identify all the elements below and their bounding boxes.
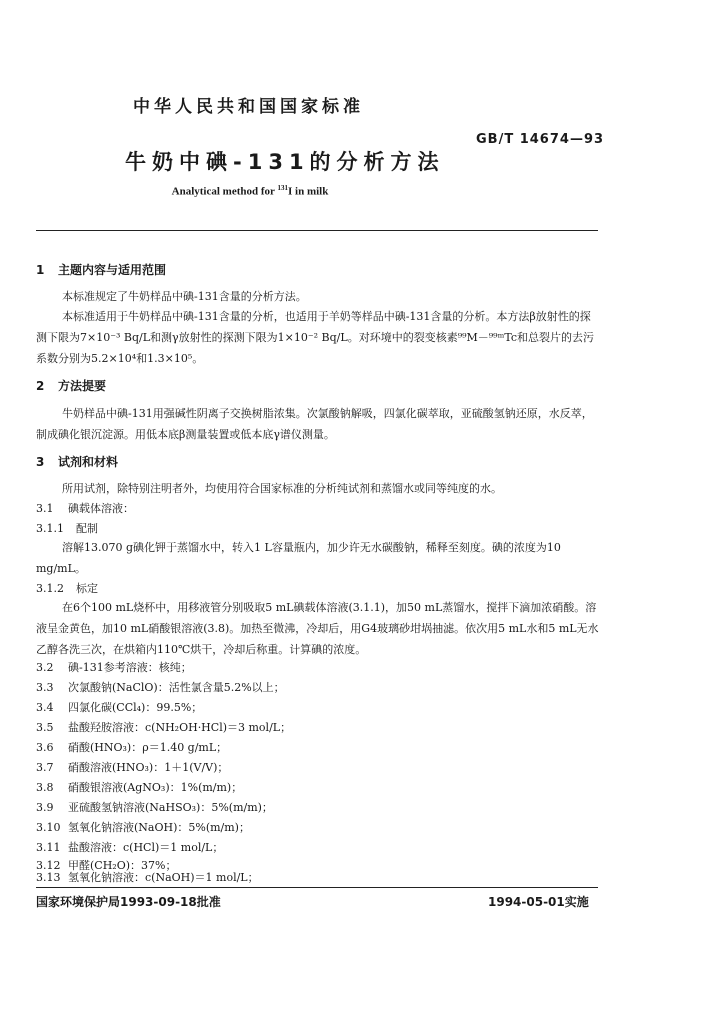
- top-rule: [36, 230, 598, 231]
- item-number: 3.5: [36, 721, 54, 734]
- section-title: 方法提要: [58, 379, 107, 393]
- item-text: 氢氧化钠溶液：c(NaOH)＝1 mol/L；: [68, 871, 259, 884]
- section-number: 1: [36, 263, 45, 277]
- item-number: 3.4: [36, 701, 54, 714]
- item-number: 3.8: [36, 781, 54, 794]
- item-number: 3.1.1: [36, 522, 64, 535]
- approval-line: 国家环境保护局1993-09-18批准: [36, 895, 221, 909]
- item-3-3: [36, 679, 285, 695]
- english-title-sup: 131: [277, 184, 288, 192]
- english-title: [0, 184, 500, 198]
- item-text: 甲醛(CH₂O)：37%；: [68, 859, 177, 872]
- section-2-heading: [36, 377, 106, 394]
- item-3-4: [36, 699, 202, 715]
- item-text: 次氯酸钠(NaClO)：活性氯含量5.2%以上；: [68, 681, 285, 694]
- item-3-6: [36, 739, 227, 755]
- item-3-7: [36, 759, 228, 775]
- section-3-intro: 所用试剂，除特别注明者外，均使用符合国家标准的分析纯试剂和蒸馏水或同等纯度的水。: [62, 482, 502, 495]
- paragraph-3-1-1: 溶解13.070 g碘化钾于蒸馏水中，转入1 L容量瓶内，加少许无水碳酸钠，稀释至刻度。碘的浓度为10 mg/mL。: [36, 541, 561, 575]
- item-text: 硝酸溶液(HNO₃)：1＋1(V/V)；: [68, 761, 229, 774]
- item-3-8: [36, 779, 242, 795]
- section-3-heading: [36, 453, 118, 470]
- item-text: 四氯化碳(CCl₄)：99.5%；: [68, 701, 203, 714]
- item-3-10: [36, 819, 250, 835]
- section-2-paragraph-1: 牛奶样品中碘-131用强碱性阴离子交换树脂浓集。次氯酸钠解吸，四氯化碳萃取，亚硫酸氢钠还原，水反萃，制成碘化银沉淀源。用低本底β测量装置或低本底γ谱仪测量。: [36, 407, 593, 441]
- item-3-1-2: [36, 580, 98, 596]
- item-number: 3.1.2: [36, 582, 64, 595]
- item-text: 亚硫酸氢钠溶液(NaHSO₃)：5%(m/m)；: [68, 801, 273, 814]
- section-title: 试剂和材料: [58, 455, 119, 469]
- effective-date: 1994-05-01实施: [488, 895, 589, 909]
- item-3-1-1: [36, 520, 98, 536]
- item-number: 3.11: [36, 841, 61, 854]
- item-text: 配制: [76, 522, 98, 535]
- section-1-heading: [36, 261, 166, 278]
- item-number: 3.12: [36, 859, 61, 872]
- section-number: 3: [36, 455, 45, 469]
- standard-code: GB/T 14674—93: [476, 132, 605, 147]
- item-3-13: [36, 869, 259, 885]
- item-number: 3.7: [36, 761, 54, 774]
- section-number: 2: [36, 379, 45, 393]
- item-number: 3.3: [36, 681, 54, 694]
- item-3-9: [36, 799, 273, 815]
- document-title: 牛奶中碘-131的分析方法: [125, 150, 445, 174]
- item-number: 3.10: [36, 821, 61, 834]
- section-1-paragraph-1: 本标准规定了牛奶样品中碘-131含量的分析方法。: [62, 290, 307, 303]
- item-text: 硝酸(HNO₃)：ρ＝1.40 g/mL；: [68, 741, 228, 754]
- item-3-11: [36, 839, 223, 855]
- bottom-rule: [36, 887, 598, 888]
- item-text: 盐酸羟胺溶液：c(NH₂OH·HCl)＝3 mol/L；: [68, 721, 292, 734]
- item-3-1: [36, 500, 134, 516]
- section-1-paragraph-2: 本标准适用于牛奶样品中碘-131含量的分析，也适用于羊奶等样品中碘-131含量的分析。本方法β放射性的探测下限为7×10⁻³ Bq/L和测γ放射性的探测下限为1×10⁻² Bq/L。对环境中的裂变核素⁹⁹M－⁹⁹ᵐTc和总裂片的去污系数分别为5.2×10⁴和1.3×10⁵。: [36, 310, 594, 365]
- country-standard-heading: 中华人民共和国国家标准: [133, 97, 364, 117]
- item-number: 3.1: [36, 502, 54, 515]
- item-3-5: [36, 719, 291, 735]
- item-text: 标定: [76, 582, 98, 595]
- item-number: 3.6: [36, 741, 54, 754]
- item-text: 盐酸溶液：c(HCl)＝1 mol/L；: [68, 841, 224, 854]
- item-number: 3.2: [36, 661, 54, 674]
- english-title-pre: Analytical method for: [171, 185, 278, 198]
- item-text: 硝酸银溶液(AgNO₃)：1%(m/m)；: [68, 781, 243, 794]
- paragraph-3-1-2: 在6个100 mL烧杯中，用移液管分别吸取5 mL碘载体溶液(3.1.1)，加50 mL蒸馏水，搅拌下滴加浓硝酸。溶液呈金黄色，加10 mL硝酸银溶液(3.8)。加热至微沸，冷却后，用G4玻璃砂坩埚抽滤。依次用5 mL水和5 mL无水乙醇各洗三次，在烘箱内110℃烘干，冷却后称重。计算碘的浓度。: [36, 601, 599, 656]
- item-number: 3.13: [36, 871, 61, 884]
- section-title: 主题内容与适用范围: [58, 263, 167, 277]
- item-number: 3.9: [36, 801, 54, 814]
- item-text: 氢氧化钠溶液(NaOH)：5%(m/m)；: [68, 821, 250, 834]
- item-text: 碘载体溶液：: [68, 502, 134, 515]
- item-3-2: [36, 659, 192, 675]
- item-text: 碘-131参考溶液：核纯；: [68, 661, 192, 674]
- english-title-post: I in milk: [287, 185, 329, 198]
